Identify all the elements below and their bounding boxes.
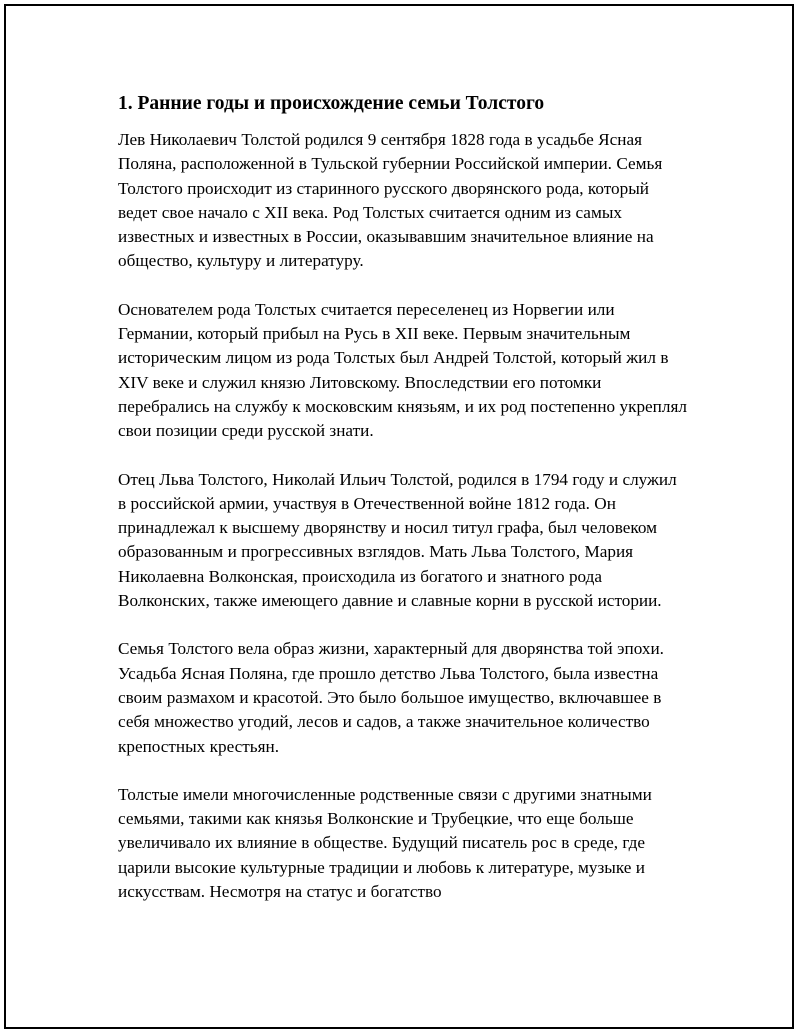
paragraph-parents: Отец Льва Толстого, Николай Ильич Толстой, родился в 1794 году и служил в российской армии, участвуя в Отечественной войне 1812 года. Он принадлежал к высшему дворянству и носил титул графа, был человеком образованным и прогрессивных взглядов. Мать Льва Толстого, Мария Николаевна Волконская, происходила из богатого и знатного рода Волконских, также имеющего давние и славные корни в русской истории. <box>118 469 677 611</box>
document-body <box>118 92 688 928</box>
paragraph-family-origins: Основателем рода Толстых считается переселенец из Норвегии или Германии, который прибыл на Русь в XII веке. Первым значительным историческим лицом из рода Толстых был Андрей Толстой, который жил в XIV веке и служил князю Литовскому. Впоследствии его потомки перебрались на службу к московским князьям, и их род постепенно укреплял свои позиции среди русской знати. <box>118 299 687 441</box>
paragraph-estate-life: Семья Толстого вела образ жизни, характерный для дворянства той эпохи. Усадьба Ясная Поляна, где прошло детство Льва Толстого, была известна своим размахом и красотой. Это было большое имущество, включавшее в себя множество угодий, лесов и садов, а также значительное количество крепостных крестьян. <box>118 639 664 756</box>
paragraph-family-connections: Толстые имели многочисленные родственные связи с другими знатными семьями, такими как князья Волконские и Трубецкие, что еще больше увеличивало их влияние в обществе. Будущий писатель рос в среде, где царили высокие культурные традиции и любовь к литературе, музыке и искусствам. Несмотря на статус и богатство <box>118 784 652 902</box>
section-heading: 1. Ранние годы и происхождение семьи Толстого <box>118 93 545 114</box>
paragraph-early-life: Лев Николаевич Толстой родился 9 сентября 1828 года в усадьбе Ясная Поляна, расположенной в Тульской губернии Российской империи. Семья Толстого происходит из старинного русского дворянского рода, который ведет свое начало с XII века. Род Толстых считается одним из самых известных и известных в России, оказывавшим значительное влияние на общество, культуру и литературу. <box>118 130 663 271</box>
